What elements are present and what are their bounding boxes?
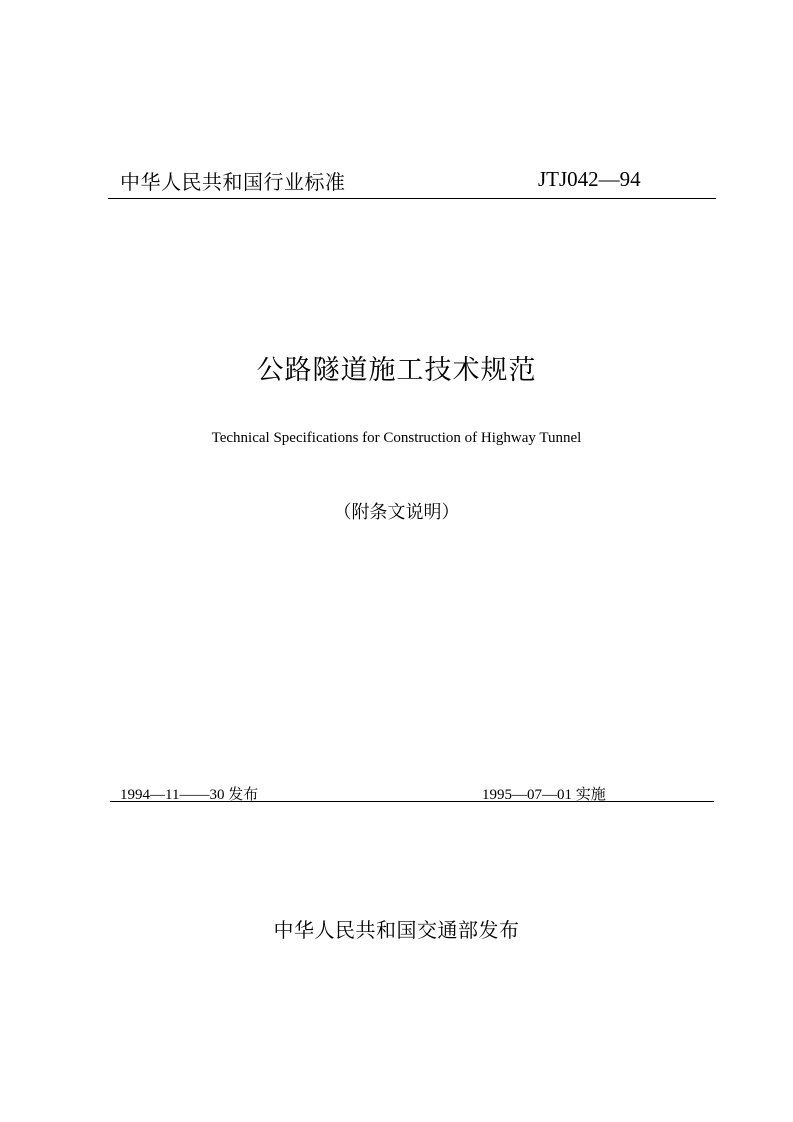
publisher: 中华人民共和国交通部发布	[273, 918, 520, 942]
issue-date: 1994—11——30 发布	[120, 787, 259, 803]
document-title-english: Technical Specifications for Construction of Highway Tunnel	[211, 430, 582, 446]
effective-date: 1995—07—01 实施	[482, 787, 606, 803]
dates-divider	[110, 801, 714, 802]
standard-category: 中华人民共和国行业标准	[120, 170, 346, 194]
document-subtitle: （附条文说明）	[333, 502, 460, 523]
document-title: 公路隧道施工技术规范	[256, 355, 537, 386]
standard-code: JTJ042—94	[538, 167, 641, 191]
header-divider	[108, 198, 716, 199]
